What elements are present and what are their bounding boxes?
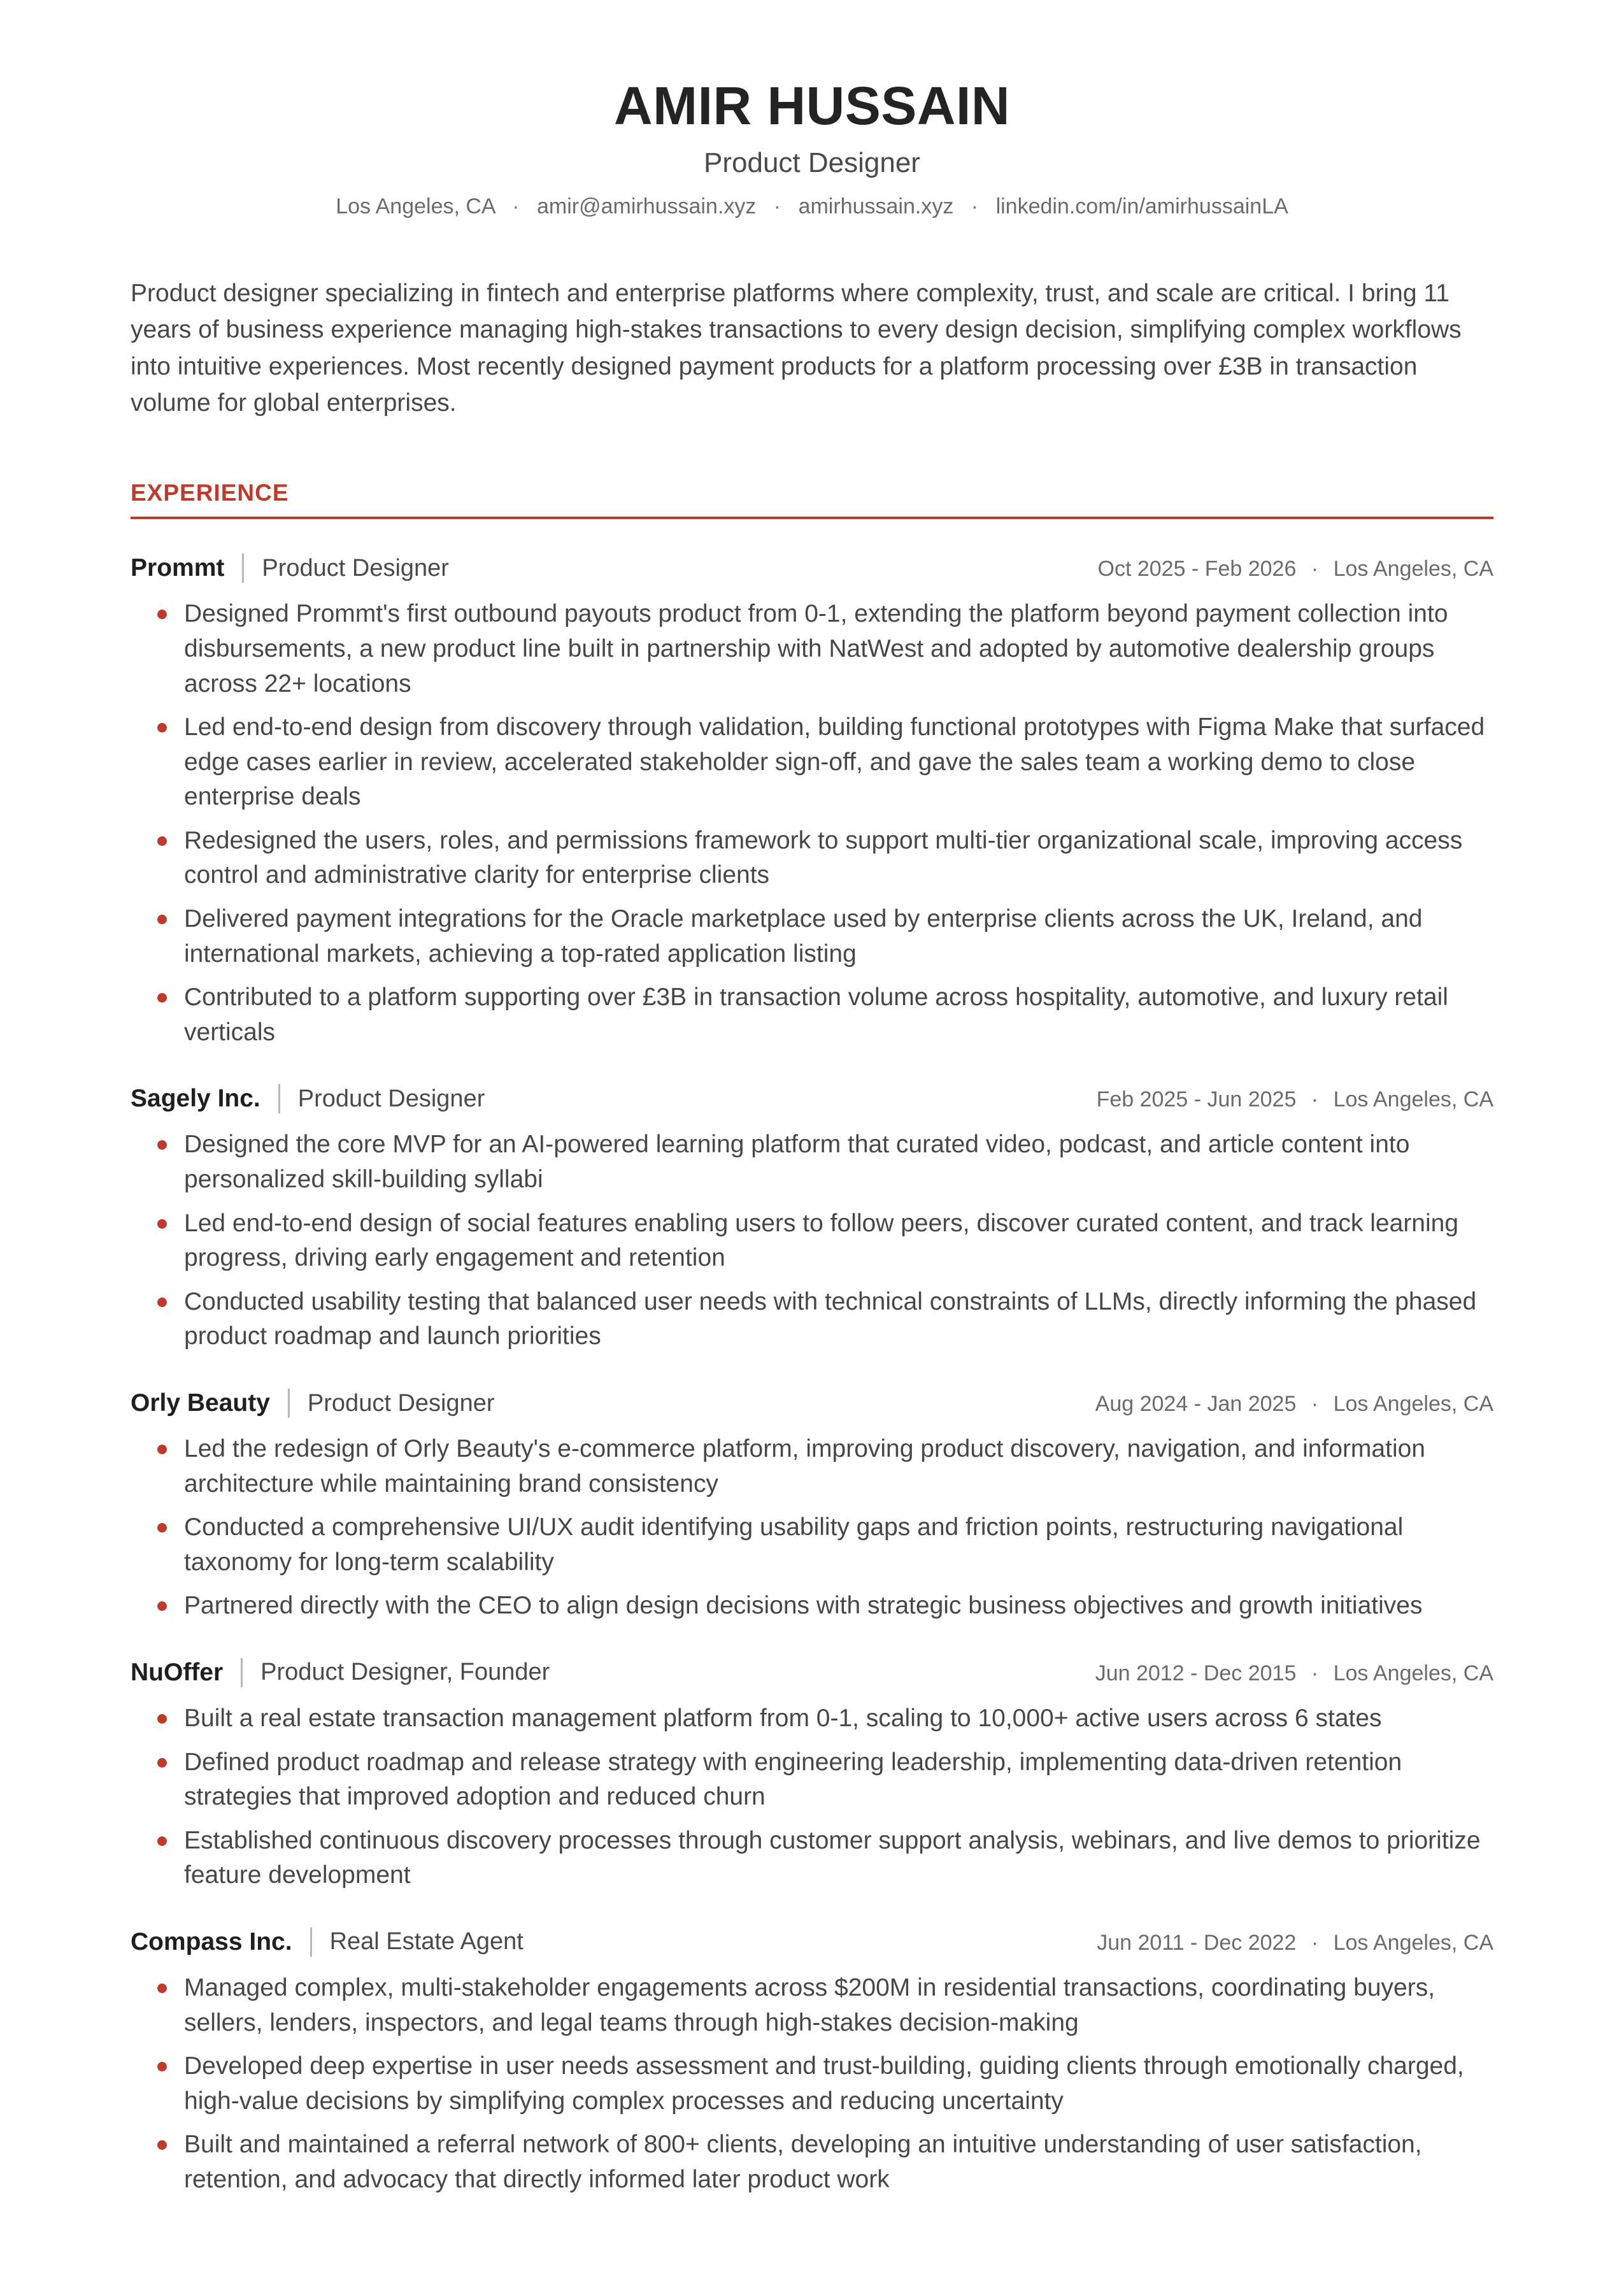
bullet-item: Established continuous discovery processes through customer support analysis, webinars, and live demos to prioritize feature development <box>131 1824 1493 1893</box>
bullet-item: Designed Prommt's first outbound payouts product from 0-1, extending the platform beyond payment collection into disbursements, a new product line built in partnership with NatWest and adopted by automotive dealership groups across 22+ locations <box>131 597 1493 701</box>
bullet-list <box>131 1127 1493 1354</box>
company-role-divider <box>278 1084 280 1113</box>
job-meta <box>1095 1661 1493 1686</box>
bullet-item: Delivered payment integrations for the Oracle marketplace used by enterprise clients across the UK, Ireland, and international markets, achieving a top-rated application listing <box>131 902 1493 971</box>
contact-separator: · <box>773 194 781 218</box>
job-dates: Feb 2025 - Jun 2025 <box>1096 1087 1297 1112</box>
bullet-list <box>131 1701 1493 1893</box>
job-entry <box>131 1658 1493 1893</box>
bullet-item: Built a real estate transaction management platform from 0-1, scaling to 10,000+ active users across 6 states <box>131 1701 1493 1736</box>
job-location: Los Angeles, CA <box>1333 1392 1493 1416</box>
bullet-item: Defined product roadmap and release strategy with engineering leadership, implementing data-driven retention strategies that improved adoption and reduced churn <box>131 1745 1493 1815</box>
company-name: Prommt <box>131 554 225 582</box>
bullet-item: Partnered directly with the CEO to align design decisions with strategic business objectives and growth initiatives <box>131 1589 1493 1624</box>
summary-paragraph: Product designer specializing in fintech and enterprise platforms where complexity, trust, and scale are critical. I bring 11 years of business experience managing high-stakes transactions to every design decision, simplifying complex workflows into intuitive experiences. Most recently designed payment products for a platform processing over £3B in transaction volume for global enterprises. <box>131 280 1462 417</box>
bullet-list <box>131 1432 1493 1624</box>
bullet-item: Managed complex, multi-stakeholder engagements across $200M in residential transactions, coordinating buyers, sellers, lenders, inspectors, and legal teams through high-stakes decision-making <box>131 1971 1493 2040</box>
company-name: NuOffer <box>131 1658 224 1686</box>
meta-separator: · <box>1311 1930 1319 1955</box>
meta-separator: · <box>1311 1392 1319 1416</box>
experience-section <box>131 480 1493 2197</box>
job-header <box>131 554 1493 583</box>
company-role-divider <box>310 1927 312 1957</box>
contact-separator: · <box>971 194 979 218</box>
bullet-item: Built and maintained a referral network of 800+ clients, developing an intuitive understanding of user satisfaction, retention, and advocacy that directly informed later product work <box>131 2127 1493 2197</box>
job-header <box>131 1927 1493 1957</box>
job-dates: Oct 2025 - Feb 2026 <box>1097 557 1297 582</box>
job-entry <box>131 1389 1493 1624</box>
job-dates: Aug 2024 - Jan 2025 <box>1095 1392 1297 1416</box>
job-dates: Jun 2011 - Dec 2022 <box>1097 1930 1297 1955</box>
meta-separator: · <box>1311 1087 1319 1112</box>
job-role: Product Designer, Founder <box>260 1659 550 1686</box>
bullet-item: Designed the core MVP for an AI-powered learning platform that curated video, podcast, and article content into personalized skill-building syllabi <box>131 1127 1493 1197</box>
company-role-divider <box>242 554 244 583</box>
job-meta <box>1098 557 1494 582</box>
job-entry <box>131 1927 1493 2198</box>
bullet-item: Redesigned the users, roles, and permissions framework to support multi-tier organizational scale, improving access control and administrative clarity for enterprise clients <box>131 824 1493 893</box>
bullet-list <box>131 597 1493 1050</box>
bullet-item: Developed deep expertise in user needs assessment and trust-building, guiding clients through emotionally charged, high-value decisions by simplifying complex processes and reducing uncertainty <box>131 2049 1493 2119</box>
job-role: Product Designer <box>297 1085 485 1112</box>
job-header <box>131 1084 1493 1113</box>
company-name: Compass Inc. <box>131 1927 292 1956</box>
job-header <box>131 1389 1493 1418</box>
job-role: Product Designer <box>307 1389 495 1417</box>
contact-website: amirhussain.xyz <box>798 194 954 218</box>
job-entry <box>131 1084 1493 1354</box>
contact-line <box>131 194 1493 219</box>
bullet-item: Conducted usability testing that balanced user needs with technical constraints of LLMs, directly informing the phased product roadmap and launch priorities <box>131 1285 1493 1354</box>
contact-email: amir@amirhussain.xyz <box>536 194 757 218</box>
job-location: Los Angeles, CA <box>1333 557 1493 582</box>
job-location: Los Angeles, CA <box>1333 1087 1493 1112</box>
section-heading-experience: EXPERIENCE <box>131 480 1493 519</box>
job-location: Los Angeles, CA <box>1333 1661 1493 1685</box>
person-name: AMIR HUSSAIN <box>613 76 1010 136</box>
company-role-divider <box>241 1658 243 1687</box>
resume-header <box>131 75 1493 219</box>
meta-separator: · <box>1311 1661 1319 1685</box>
job-role: Product Designer <box>262 554 449 582</box>
bullet-item: Led end-to-end design of social features enabling users to follow peers, discover curated content, and track learning progress, driving early engagement and retention <box>131 1206 1493 1276</box>
meta-separator: · <box>1311 557 1319 582</box>
bullet-item: Led the redesign of Orly Beauty's e-commerce platform, improving product discovery, navigation, and information architecture while maintaining brand consistency <box>131 1432 1493 1501</box>
job-meta <box>1095 1392 1493 1417</box>
bullet-item: Contributed to a platform supporting over £3B in transaction volume across hospitality, automotive, and luxury retail verticals <box>131 980 1493 1050</box>
company-role-divider <box>288 1389 290 1418</box>
job-meta <box>1097 1087 1493 1112</box>
job-role: Real Estate Agent <box>329 1928 524 1956</box>
company-name: Sagely Inc. <box>131 1085 260 1113</box>
contact-location: Los Angeles, CA <box>336 194 495 218</box>
job-location: Los Angeles, CA <box>1333 1930 1493 1955</box>
contact-linkedin: linkedin.com/in/amirhussainLA <box>995 194 1288 218</box>
job-meta <box>1097 1931 1493 1956</box>
job-entry <box>131 554 1493 1050</box>
job-header <box>131 1658 1493 1687</box>
contact-separator: · <box>512 194 520 218</box>
bullet-list <box>131 1971 1493 2198</box>
job-dates: Jun 2012 - Dec 2015 <box>1095 1661 1297 1685</box>
bullet-item: Led end-to-end design from discovery through validation, building functional prototypes with Figma Make that surfaced edge cases earlier in review, accelerated stakeholder sign-off, and gave the sales team a working demo to close enterprise deals <box>131 710 1493 815</box>
bullet-item: Conducted a comprehensive UI/UX audit identifying usability gaps and friction points, restructuring navigational taxonomy for long-term scalability <box>131 1510 1493 1580</box>
company-name: Orly Beauty <box>131 1389 270 1417</box>
person-title: Product Designer <box>704 147 920 178</box>
jobs-list <box>131 554 1493 2197</box>
